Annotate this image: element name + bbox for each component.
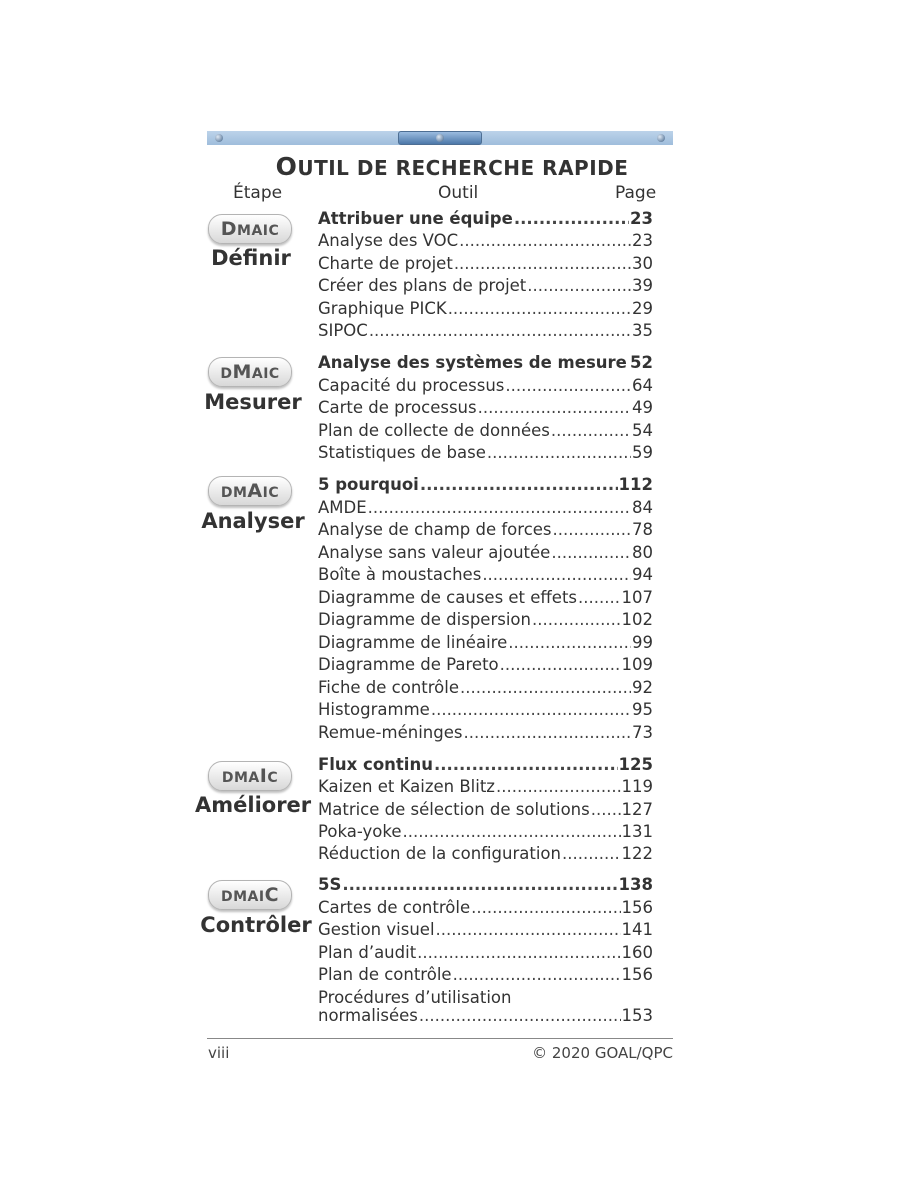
- dot-leader: [453, 964, 621, 986]
- dot-leader: [368, 497, 631, 519]
- toc-entry[interactable]: Graphique PICK ..... 29: [318, 298, 653, 320]
- dot-leader: [434, 754, 618, 776]
- dmaic-badge-analyser: DMAIC: [208, 476, 292, 506]
- dmaic-badge-definir: DMAIC: [208, 214, 292, 244]
- dot-leader: [478, 397, 631, 419]
- column-header-tool: Outil: [438, 183, 479, 203]
- toc-entry[interactable]: 5 pourquoi ..... 112: [318, 474, 653, 496]
- top-decorative-bar: [207, 131, 673, 145]
- toc-entry[interactable]: Flux continu ..... 125: [318, 754, 653, 776]
- toc-entry[interactable]: Attribuer une équipe ..... 23: [318, 208, 653, 230]
- dot-leader: [551, 420, 631, 442]
- toc-entry[interactable]: Plan de collecte de données ..... 54: [318, 420, 653, 442]
- toc-entry[interactable]: Diagramme de linéaire ..... 99: [318, 632, 653, 654]
- toc-entry[interactable]: Gestion visuel ..... 141: [318, 919, 653, 941]
- stage-label-ameliorer: Améliorer: [195, 793, 312, 817]
- dot-leader: [463, 722, 631, 744]
- dot-leader: [508, 632, 631, 654]
- dot-leader: [553, 519, 631, 541]
- dot-leader: [420, 474, 618, 496]
- dot-leader: [369, 320, 631, 342]
- toc-entry[interactable]: Charte de projet ..... 30: [318, 253, 653, 275]
- page-title: OUTIL DE RECHERCHE RAPIDE: [275, 152, 629, 181]
- toc-entry[interactable]: Carte de processus ..... 49: [318, 397, 653, 419]
- toc-entry[interactable]: Analyse sans valeur ajoutée ..... 80: [318, 542, 653, 564]
- stage-label-definir: Définir: [211, 246, 291, 270]
- toc-entry[interactable]: SIPOC ..... 35: [318, 320, 653, 342]
- dot-leader: [496, 776, 621, 798]
- column-header-page: Page: [615, 183, 657, 203]
- footer-divider: [207, 1038, 673, 1039]
- dot-leader: [514, 208, 629, 230]
- toc-entry[interactable]: AMDE ..... 84: [318, 497, 653, 519]
- toc-entry[interactable]: Plan de contrôle ..... 156: [318, 964, 653, 986]
- toc-entry[interactable]: Créer des plans de projet ..... 39: [318, 275, 653, 297]
- toc-entry[interactable]: Matrice de sélection de solutions ..... 127: [318, 799, 653, 821]
- dot-leader: [342, 874, 617, 896]
- toc-entry[interactable]: Analyse de champ de forces ..... 78: [318, 519, 653, 541]
- dot-leader: [527, 275, 631, 297]
- stage-label-controler: Contrôler: [200, 913, 312, 937]
- dot-leader: [482, 564, 631, 586]
- dot-leader: [431, 699, 631, 721]
- toc-entry[interactable]: Diagramme de Pareto ..... 109: [318, 654, 653, 676]
- screw-icon: [215, 134, 223, 142]
- dot-leader: [419, 1005, 621, 1027]
- screw-icon: [657, 134, 665, 142]
- dot-leader: [436, 919, 621, 941]
- copyright: © 2020 GOAL/QPC: [532, 1044, 673, 1062]
- dot-leader: [500, 654, 621, 676]
- toc-entry[interactable]: Réduction de la configuration ..... 122: [318, 843, 653, 865]
- dot-leader: [471, 897, 620, 919]
- column-header-step: Étape: [233, 183, 283, 203]
- dot-leader: [532, 609, 621, 631]
- toc-entry[interactable]: Diagramme de dispersion ..... 102: [318, 609, 653, 631]
- dmaic-badge-ameliorer: DMAIC: [208, 761, 292, 791]
- toc-entry[interactable]: Capacité du processus ..... 64: [318, 375, 653, 397]
- toc-entry[interactable]: Kaizen et Kaizen Blitz ..... 119: [318, 776, 653, 798]
- dot-leader: [459, 230, 631, 252]
- toc-entry[interactable]: Plan d’audit ..... 160: [318, 942, 653, 964]
- toc-entry[interactable]: Analyse des VOC ..... 23: [318, 230, 653, 252]
- stage-label-analyser: Analyser: [201, 509, 305, 533]
- dmaic-badge-controler: DMAIC: [208, 880, 292, 910]
- toc-entry[interactable]: 5S ..... 138: [318, 874, 653, 896]
- dot-leader: [551, 542, 631, 564]
- toc-entry[interactable]: Histogramme ..... 95: [318, 699, 653, 721]
- toc-entry[interactable]: Poka-yoke ..... 131: [318, 821, 653, 843]
- toc-entry[interactable]: Diagramme de causes et effets ..... 107: [318, 587, 653, 609]
- toc-entry[interactable]: Remue-méninges ..... 73: [318, 722, 653, 744]
- dot-leader: [487, 442, 631, 464]
- dot-leader: [448, 298, 631, 320]
- toc-entry[interactable]: Analyse des systèmes de mesure ..... 52: [318, 352, 653, 374]
- dmaic-badge-mesurer: DMAIC: [208, 357, 292, 387]
- toc-entry-continued[interactable]: Procédures d’utilisation: [318, 988, 512, 1007]
- dot-leader: [402, 821, 620, 843]
- dot-leader: [628, 352, 629, 374]
- toc-entry[interactable]: Cartes de contrôle ..... 156: [318, 897, 653, 919]
- dot-leader: [578, 587, 620, 609]
- dot-leader: [591, 799, 621, 821]
- toc-entry[interactable]: Fiche de contrôle ..... 92: [318, 677, 653, 699]
- screw-icon: [436, 134, 444, 142]
- dot-leader: [454, 253, 631, 275]
- dot-leader: [505, 375, 631, 397]
- slider-ornament: [398, 131, 482, 145]
- page-number: viii: [208, 1044, 230, 1062]
- dot-leader: [417, 942, 620, 964]
- dot-leader: [460, 677, 631, 699]
- stage-label-mesurer: Mesurer: [204, 390, 302, 414]
- toc-entry[interactable]: Statistiques de base ..... 59: [318, 442, 653, 464]
- toc-entry[interactable]: Boîte à moustaches ..... 94: [318, 564, 653, 586]
- dot-leader: [562, 843, 621, 865]
- toc-entry[interactable]: normalisées ..... 153: [318, 1005, 653, 1027]
